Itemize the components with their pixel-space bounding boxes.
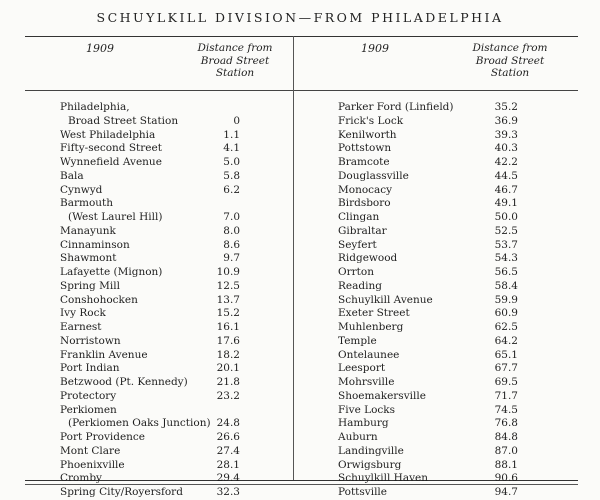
header-distance-right: Distance from Broad Street Station: [472, 42, 548, 79]
table-row: [338, 472, 548, 486]
station-name: Shoemakersville: [338, 389, 426, 402]
station-name: Ridgewood: [338, 252, 398, 265]
station-name: Orwigsburg: [338, 458, 402, 471]
station-distance: 12.5: [216, 279, 240, 292]
station-name: Orrton: [338, 266, 374, 278]
station-distance: 16.1: [216, 321, 240, 333]
station-distance: 13.7: [216, 293, 240, 306]
station-name: Pottsville: [338, 486, 388, 498]
table-row: [338, 362, 548, 376]
station-distance: 20.1: [216, 362, 240, 375]
station-name: Reading: [338, 279, 382, 292]
station-distance: 17.6: [216, 334, 240, 347]
table-row: [338, 335, 548, 349]
table-row: [338, 294, 548, 308]
right-station-list: [338, 101, 548, 500]
table-row: [338, 376, 548, 390]
table-row: [338, 211, 548, 225]
station-name: Franklin Avenue: [60, 348, 148, 361]
station-name: Ivy Rock: [60, 307, 106, 320]
table-row: [338, 156, 548, 170]
station-name: Port Indian: [60, 362, 120, 375]
station-name: Ontelaunee: [338, 348, 400, 361]
table-row: [60, 294, 280, 308]
station-name: Landingville: [338, 444, 404, 457]
table-row: [338, 197, 548, 211]
station-name: Schuylkill Haven: [338, 472, 428, 485]
station-name: Norristown: [60, 334, 121, 347]
table-row: [60, 280, 280, 294]
station-name: Douglassville: [338, 169, 409, 182]
table-row: [60, 472, 280, 486]
station-distance: 71.7: [494, 389, 518, 402]
station-distance: 67.7: [494, 362, 518, 375]
station-name: Spring City/Royersford: [60, 486, 183, 498]
table-row: [338, 445, 548, 459]
station-distance: 84.8: [494, 431, 518, 443]
table-row: [60, 404, 280, 418]
station-name: Hamburg: [338, 417, 389, 430]
station-distance: 76.8: [494, 417, 518, 430]
station-distance: 10.9: [216, 266, 240, 278]
station-name: Muhlenberg: [338, 321, 404, 333]
table-row: [60, 266, 280, 280]
station-name: Leesport: [338, 362, 386, 375]
table-row: [60, 390, 280, 404]
station-distance: 53.7: [494, 238, 518, 251]
station-name: Earnest: [60, 321, 102, 333]
station-distance: 15.2: [216, 307, 240, 320]
station-name: Bala: [60, 169, 84, 182]
station-distance: 69.5: [494, 376, 518, 388]
station-name: Cynwyd: [60, 183, 103, 196]
station-distance: 49.1: [494, 197, 518, 210]
station-name: West Philadelphia: [60, 128, 156, 141]
table-row: [338, 170, 548, 184]
table-row: [60, 431, 280, 445]
station-name: Perkiomen: [60, 403, 117, 416]
station-distance: 29.4: [216, 472, 240, 485]
table-row: [338, 101, 548, 115]
station-distance: 21.8: [216, 376, 240, 388]
table-row: [60, 307, 280, 321]
table-row: [338, 142, 548, 156]
station-distance: 28.1: [216, 458, 240, 471]
table-row: [338, 431, 548, 445]
table-row: [60, 349, 280, 363]
station-distance: 8.6: [223, 238, 240, 251]
station-distance: 0: [233, 114, 240, 127]
left-station-list: [60, 101, 280, 500]
station-name: Bramcote: [338, 156, 390, 168]
table-row: [338, 252, 548, 266]
station-distance: 27.4: [216, 444, 240, 457]
station-distance: 7.0: [223, 211, 240, 223]
station-name: Schuylkill Avenue: [338, 293, 433, 306]
station-distance: 60.9: [494, 307, 518, 320]
station-name: Kenilworth: [338, 128, 397, 141]
table-row: [338, 349, 548, 363]
table-row: [60, 211, 280, 225]
table-row: [338, 459, 548, 473]
station-name: Shawmont: [60, 252, 117, 265]
table-row: [60, 376, 280, 390]
station-distance: 50.0: [494, 211, 518, 223]
station-name: Broad Street Station: [68, 114, 179, 127]
table-row: [338, 307, 548, 321]
station-distance: 42.2: [494, 156, 518, 168]
station-distance: 26.6: [216, 431, 240, 443]
station-distance: 39.3: [494, 128, 518, 141]
station-distance: 64.2: [494, 334, 518, 347]
table-row: [338, 486, 548, 500]
table-row: [338, 184, 548, 198]
station-name: Parker Ford (Linfield): [338, 101, 454, 113]
table-row: [60, 335, 280, 349]
station-name: Fifty-second Street: [60, 142, 162, 155]
station-name: Conshohocken: [60, 293, 138, 306]
station-name: Port Providence: [60, 431, 146, 443]
table-row: [60, 252, 280, 266]
table-row: [338, 280, 548, 294]
station-name: Mohrsville: [338, 376, 395, 388]
table-row: [338, 266, 548, 280]
station-name: Manayunk: [60, 224, 116, 237]
column-divider: [293, 36, 294, 480]
station-name: Phoenixville: [60, 458, 125, 471]
table-row: [60, 417, 280, 431]
station-distance: 23.2: [216, 389, 240, 402]
table-row: [60, 225, 280, 239]
station-name: Seyfert: [338, 238, 377, 251]
station-name: Exeter Street: [338, 307, 410, 320]
station-name: Monocacy: [338, 183, 393, 196]
table-row: [60, 170, 280, 184]
table-row: [338, 404, 548, 418]
station-distance: 1.1: [223, 128, 240, 141]
table-row: [338, 115, 548, 129]
station-name: Wynnefield Avenue: [60, 156, 162, 168]
station-name: Cinnaminson: [60, 238, 130, 251]
table-row: [60, 486, 280, 500]
table-row: [60, 101, 280, 115]
station-distance: 44.5: [494, 169, 518, 182]
table-row: [60, 362, 280, 376]
top-rule: [25, 36, 578, 37]
table-row: [60, 321, 280, 335]
station-name: Protectory: [60, 389, 117, 402]
station-distance: 8.0: [223, 224, 240, 237]
station-name: Betzwood (Pt. Kennedy): [60, 376, 188, 388]
station-distance: 5.8: [223, 169, 240, 182]
station-distance: 54.3: [494, 252, 518, 265]
table-row: [338, 129, 548, 143]
station-distance: 18.2: [216, 348, 240, 361]
table-row: [60, 239, 280, 253]
station-name: Barmouth: [60, 197, 114, 210]
station-distance: 87.0: [494, 444, 518, 457]
station-name: Gibraltar: [338, 224, 387, 237]
header-distance-left: Distance from Broad Street Station: [197, 42, 273, 79]
table-row: [338, 225, 548, 239]
table-row: [338, 321, 548, 335]
header-year-left: 1909: [86, 42, 114, 55]
station-distance: 62.5: [494, 321, 518, 333]
station-name: Lafayette (Mignon): [60, 266, 163, 278]
table-row: [60, 197, 280, 211]
table-row: [338, 390, 548, 404]
station-name: Clingan: [338, 211, 380, 223]
station-name: Cromby: [60, 472, 102, 485]
station-name: (Perkiomen Oaks Junction): [68, 417, 211, 430]
station-distance: 90.6: [494, 472, 518, 485]
station-name: Pottstown: [338, 142, 392, 155]
station-name: Five Locks: [338, 403, 396, 416]
station-name: Spring Mill: [60, 279, 120, 292]
header-year-right: 1909: [361, 42, 389, 55]
table-row: [60, 129, 280, 143]
station-name: Philadelphia,: [60, 101, 130, 113]
station-distance: 32.3: [216, 486, 240, 498]
table-row: [338, 239, 548, 253]
station-distance: 6.2: [223, 183, 240, 196]
station-distance: 56.5: [494, 266, 518, 278]
station-distance: 74.5: [494, 403, 518, 416]
table-row: [60, 115, 280, 129]
page-title: SCHUYLKILL DIVISION—FROM PHILADELPHIA: [96, 10, 504, 25]
station-distance: 52.5: [494, 224, 518, 237]
station-name: Frick's Lock: [338, 114, 404, 127]
station-distance: 5.0: [223, 156, 240, 168]
station-distance: 40.3: [494, 142, 518, 155]
station-distance: 4.1: [223, 142, 240, 155]
table-row: [60, 142, 280, 156]
table-row: [338, 417, 548, 431]
table-row: [60, 156, 280, 170]
station-distance: 58.4: [494, 279, 518, 292]
station-distance: 88.1: [494, 458, 518, 471]
station-name: Auburn: [338, 431, 378, 443]
header-rule: [25, 90, 578, 91]
station-distance: 94.7: [494, 486, 518, 498]
table-row: [60, 445, 280, 459]
station-name: (West Laurel Hill): [68, 211, 163, 223]
station-name: Birdsboro: [338, 197, 391, 210]
station-distance: 9.7: [223, 252, 240, 265]
station-name: Temple: [338, 334, 377, 347]
station-distance: 59.9: [494, 293, 518, 306]
station-distance: 36.9: [494, 114, 518, 127]
table-row: [60, 184, 280, 198]
station-distance: 24.8: [216, 417, 240, 430]
station-name: Mont Clare: [60, 444, 121, 457]
station-distance: 65.1: [494, 348, 518, 361]
station-distance: 46.7: [494, 183, 518, 196]
station-distance: 35.2: [494, 101, 518, 113]
table-row: [60, 459, 280, 473]
